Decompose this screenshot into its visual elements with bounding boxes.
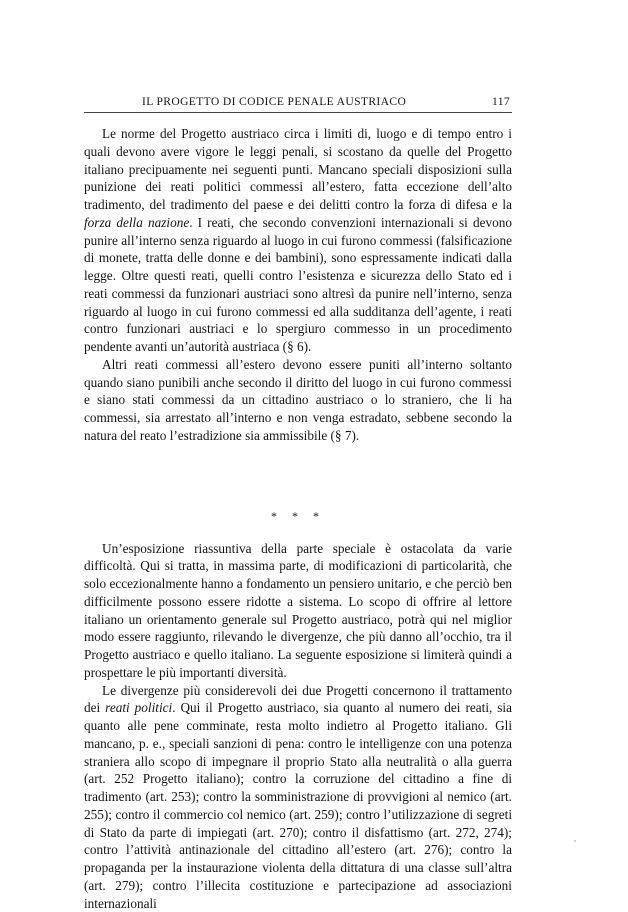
running-head [142,95,510,108]
scan-speck [574,840,576,842]
text-run: Le divergenze più considerevoli dei due Progetti concernono il trattamento dei [84,683,512,716]
body-text [84,125,512,912]
text-run: Altri reati commessi all’estero devono essere puniti all’interno soltanto quando siano punibili anche secondo il diritto del luogo in cui furono commessi e siano stati commessi da un cittadino austriaco o lo straniero, che li ha commessi, sia arrestato all’interno e non venga estradato, sebbene secondo la natura del reato l’estradizione sia ammissibile (§ 7). [84,357,512,443]
paragraph [84,356,512,445]
text-run: . Qui il Progetto austriaco, sia quanto al numero dei reati, sia quanto alle pene comminate, resta molto indietro al Progetto italiano. Gli mancano, p. e., speciali sanzioni di pena: contro le intelligenze con una potenza straniera allo scopo di impegnare il proprio Stato alla neutralità o alla guerra (art. 252 Progetto italiano); contro la corruzione del cittadino a fine di tradimento (art. 253); contro la somministrazione di provvigioni al nemico (art. 255); contro il commercio col nemico (art. 259); contro l’utilizzazione di segreti di Stato da parte di impiegati (art. 270); contro il disfattismo (art. 272, 274); contro l’attività antinazionale del cittadino all’estero (art. 276); contro la propaganda per la instaurazione violenta della dittatura di una classe sull’altra (art. 279); contro l’illecita costituzione e partecipazione ad associazioni internazionali [84,700,512,910]
text-run: Le norme del Progetto austriaco circa i limiti di, luogo e di tempo entro i quali devono avere vigore le leggi penali, si scostano da quelle del Progetto italiano precipuamente nei seguenti punti. Mancano speciali disposizioni sulla punizione dei reati politici commessi all’estero, fatta eccezione dell’alto tradimento, del tradimento del paese e dei delitti contro la forza di difesa e la [84,126,512,212]
text-run: Un’esposizione riassuntiva della parte speciale è ostacolata da varie difficoltà. Qui si tratta, in massima parte, di modificazioni di particolarità, che solo eccezionalmente hanno a fondamento un pensiero unitario, e che perciò ben difficilmente possono essere ridotte a sistema. Lo scopo di offrire al lettore italiano un orientamento generale sul Progetto austriaco, potrà qui nel miglior modo essere raggiunto, rilevando le divergenze, che più danno all’occhio, tra il Progetto austriaco e quello italiano. La seguente esposizione si limiterà quindi a prospettare le più importanti diversità. [84,541,512,680]
header-rule [84,112,512,113]
text-run: . I reati, che secondo convenzioni internazionali si devono punire all’interno senza riguardo al luogo in cui furono commessi (falsificazione di monete, tratta delle donne e dei bambini), sono espressamente indicati dalla legge. Oltre questi reati, quelli contro l’esistenza e sicurezza dello Stato ed i reati commessi da funzionari austriaci sono altresì da punire nell’interno, senza riguardo al luogo in cui furono commessi ed alla sudditanza dell’agente, i reati contro funzionari austriaci e lo spergiuro commesso in un procedimento pendente avanti un’autorità austriaca (§ 6). [84,215,512,354]
italic-phrase: reati politici [105,700,172,715]
section-special-part [84,540,512,912]
paragraph [84,682,512,912]
paragraph [84,125,512,356]
italic-phrase: forza della nazione [84,215,189,230]
section-extraterritoriality [84,125,512,445]
paragraph [84,540,512,682]
page-number: 117 [492,95,510,108]
section-separator: * * * [84,468,512,524]
running-head-title: IL PROGETTO DI CODICE PENALE AUSTRIACO [142,95,406,108]
